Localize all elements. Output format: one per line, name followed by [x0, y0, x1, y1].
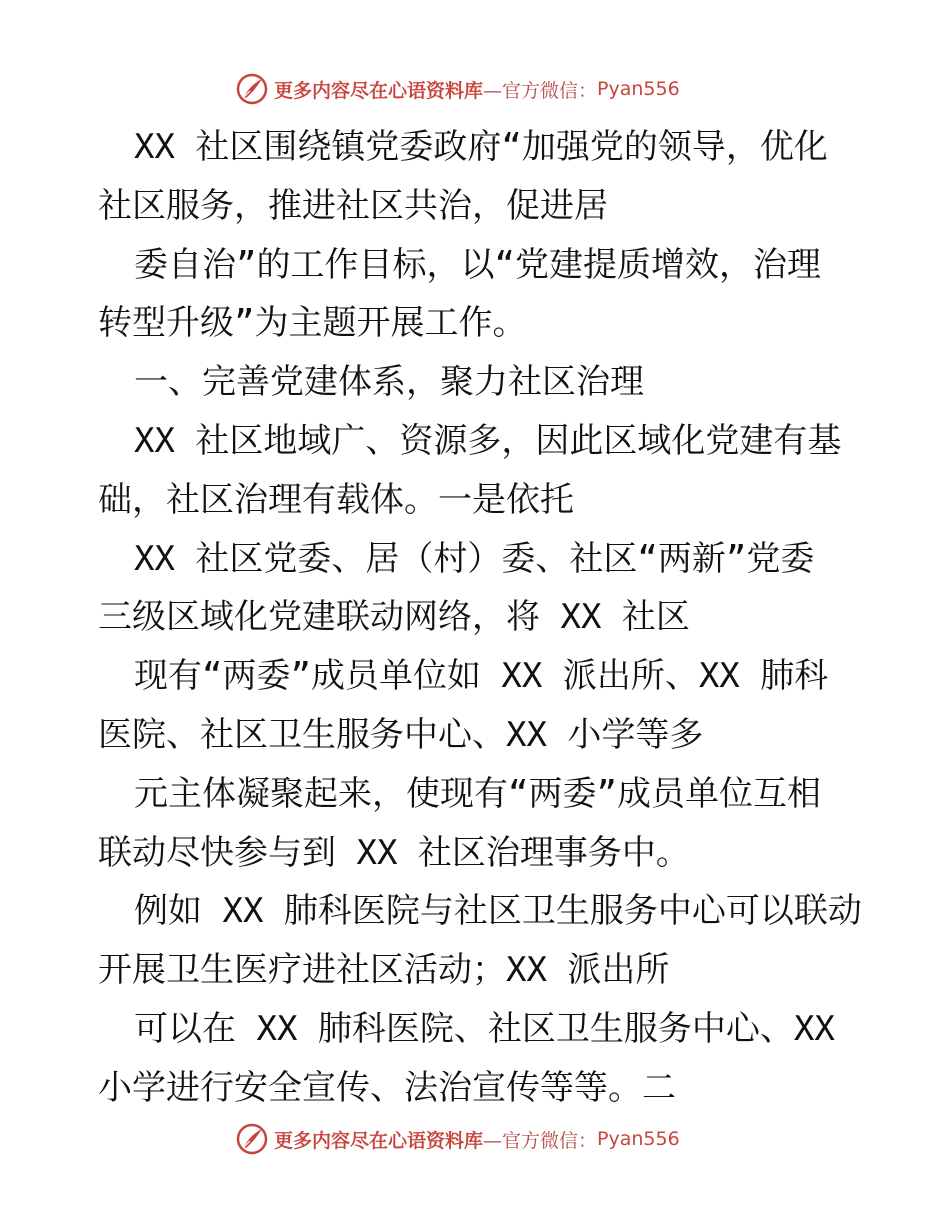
text-line: XX 社区地域广、资源多，因此区域化党建有基	[134, 420, 842, 461]
text-line: XX 社区党委、居（村）委、社区“两新”党委	[134, 538, 815, 579]
watermark-wechat-label: —官方微信：	[483, 79, 598, 102]
text-line: 医院、社区卫生服务中心、XX 小学等多	[98, 714, 704, 755]
watermark-main-text: 更多内容尽在心语资料库	[274, 1129, 484, 1152]
text-line: 委自治”的工作目标，以“党建提质增效，治理	[134, 244, 821, 285]
feather-pen-icon	[236, 1123, 268, 1155]
feather-pen-icon	[236, 73, 268, 105]
text-line: 础，社区治理有载体。一是依托	[98, 479, 574, 520]
text-line: 可以在 XX 肺科医院、社区卫生服务中心、XX	[134, 1008, 835, 1049]
text-line: 三级区域化党建联动网络，将 XX 社区	[98, 597, 690, 638]
header-watermark	[236, 72, 680, 106]
section-heading: 一、完善党建体系，聚力社区治理	[134, 362, 644, 403]
text-line: 转型升级”为主题开展工作。	[98, 303, 527, 344]
text-line: 社区服务，推进社区共治，促进居	[98, 185, 608, 226]
text-line: 现有“两委”成员单位如 XX 派出所、XX 肺科	[134, 656, 829, 697]
text-line: XX 社区围绕镇党委政府“加强党的领导，优化	[134, 127, 828, 167]
text-line: 开展卫生医疗进社区活动；XX 派出所	[98, 950, 670, 991]
text-line: 联动尽快参与到 XX 社区治理事务中。	[98, 832, 690, 873]
watermark-wechat-id: Pyan556	[597, 1128, 680, 1150]
document-body	[98, 118, 878, 1118]
watermark-wechat-id: Pyan556	[597, 78, 680, 100]
text-line: 元主体凝聚起来，使现有“两委”成员单位互相	[134, 773, 821, 814]
text-line: 例如 XX 肺科医院与社区卫生服务中心可以联动	[134, 891, 862, 932]
watermark-wechat-label: —官方微信：	[483, 1129, 598, 1152]
text-line: 小学进行安全宣传、法治宣传等等。二	[98, 1067, 676, 1108]
watermark-main-text: 更多内容尽在心语资料库	[274, 79, 484, 102]
footer-watermark	[236, 1122, 680, 1156]
